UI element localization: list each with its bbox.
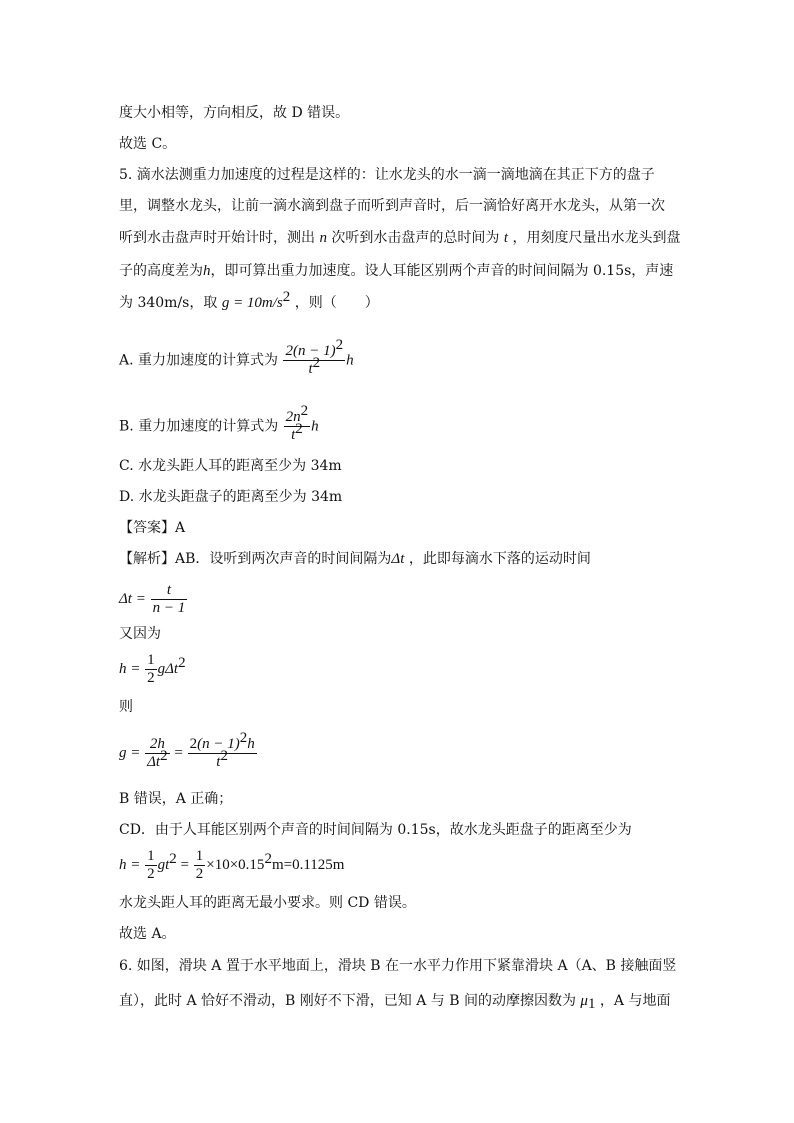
equation-g: g = $\frac{2h}{\Delta t^2}$ = $\frac{2(n - 1)^2h}{t^2}$: [119, 730, 255, 770]
math-h: h: [346, 352, 354, 369]
text: ，A 与地面: [599, 993, 671, 1009]
text-line: CD．由于人耳能区别两个声音的时间间隔为 0.15s，故水龙头距盘子的距离至少为: [119, 822, 632, 838]
fraction: $\frac{2(n - 1)^2}{t^2}$: [285, 337, 344, 377]
math-g-value: g = 10m/s: [221, 295, 283, 311]
option-b: [119, 403, 319, 444]
superscript: 2: [282, 289, 291, 305]
fraction: $\frac{2(n - 1)^2h}{t^2}$: [189, 730, 255, 770]
option-c: C. 水龙头距人耳的距离至少为 34m: [119, 458, 342, 474]
math-mu: μ: [580, 993, 588, 1009]
text: ，则（ ）: [294, 295, 379, 311]
text-line: B 错误，A 正确；: [119, 791, 233, 807]
question-6-line: 直），此时 A 恰好不滑动，B 刚好不下滑，已知 A 与 B 间的动摩擦因数为 $\mu_1$ ，A 与地面: [119, 993, 671, 1012]
option-a-text: A. 重力加速度的计算式为: [119, 352, 279, 369]
analysis-line: [119, 549, 591, 569]
text: 子的高度差为: [119, 263, 203, 279]
text: ，即可算出重力加速度。设人耳能区别两个声音的时间间隔为 0.15s，声速: [210, 263, 674, 279]
equation-delta-t: Δt = $\frac{t}{n - 1}$: [119, 582, 186, 616]
fraction: $\frac{2h}{\Delta t^2}$: [147, 736, 168, 770]
text: ，用刻度尺量出水龙头到盘: [512, 230, 681, 246]
option-a: [119, 337, 354, 378]
fraction: $\frac{1}{2}$: [147, 652, 155, 686]
question-5-line: 5. 滴水法测重力加速度的过程是这样的：让水龙头的水一滴一滴地滴在其正下方的盘子: [119, 167, 655, 183]
math-t: t: [503, 230, 509, 246]
fraction: $\frac{1}{2}$: [195, 848, 204, 882]
equation-h-min: h = $\frac{1}{2}$ $gt^2$ = $\frac{1}{2}$ $\times 10\times 0.15^2m=0.1125m$: [119, 848, 345, 882]
numerator: 2n: [285, 409, 301, 425]
answer-label: 【答案】A: [119, 520, 186, 536]
text-line: 度大小相等，方向相反，故 D 错误。: [119, 105, 350, 121]
question-6-line: 6. 如图，滑块 A 置于水平地面上，滑块 B 在一水平力作用下紧靠滑块 A（A、B 接触面竖: [119, 958, 677, 974]
denominator: t: [308, 361, 313, 377]
math-h: h: [311, 418, 319, 435]
fraction: $\frac{1}{2}$: [147, 848, 155, 882]
equation-h: h = $\frac{1}{2}$ gΔt$^2$: [119, 652, 186, 686]
question-5-line: 里，调整水龙头，让前一滴水滴到盘子而听到声音时，后一滴恰好离开水龙头，从第一次: [119, 198, 665, 214]
text-line: 故选 C。: [119, 136, 177, 152]
text: 听到水击盘声时开始计时，测出: [119, 230, 315, 246]
question-5-line: [119, 228, 680, 248]
fraction: $\frac{t}{n - 1}$: [152, 582, 186, 616]
text-line: 又因为: [119, 626, 161, 642]
option-b-text: B. 重力加速度的计算式为: [119, 418, 279, 435]
denominator: t: [291, 427, 296, 443]
math-h: h: [203, 263, 211, 279]
text: 直），此时 A 恰好不滑动，B 刚好不下滑，已知 A 与 B 间的动摩擦因数为: [119, 993, 576, 1009]
question-5-line: [119, 289, 379, 313]
text: 为 340m/s，取: [119, 295, 218, 311]
math-n: n: [319, 230, 327, 246]
option-d: D. 水龙头距盘子的距离至少为 34m: [119, 489, 343, 505]
text-line: 水龙头距人耳的距离无最小要求。则 CD 错误。: [119, 895, 416, 911]
text: 【解析】AB．设听到两次声音的时间间隔为: [119, 551, 392, 567]
text-line: 则: [119, 699, 133, 715]
text: ，此即每滴水下落的运动时间: [408, 551, 591, 567]
numerator: 2(n − 1): [285, 343, 336, 359]
fraction: $\frac{2n^2}{t^2}$: [285, 403, 309, 443]
math-delta-t: Δt: [391, 551, 405, 567]
text: 次听到水击盘声的总时间为: [331, 230, 500, 246]
question-5-line: [119, 261, 673, 281]
text-line: 故选 A。: [119, 926, 176, 942]
